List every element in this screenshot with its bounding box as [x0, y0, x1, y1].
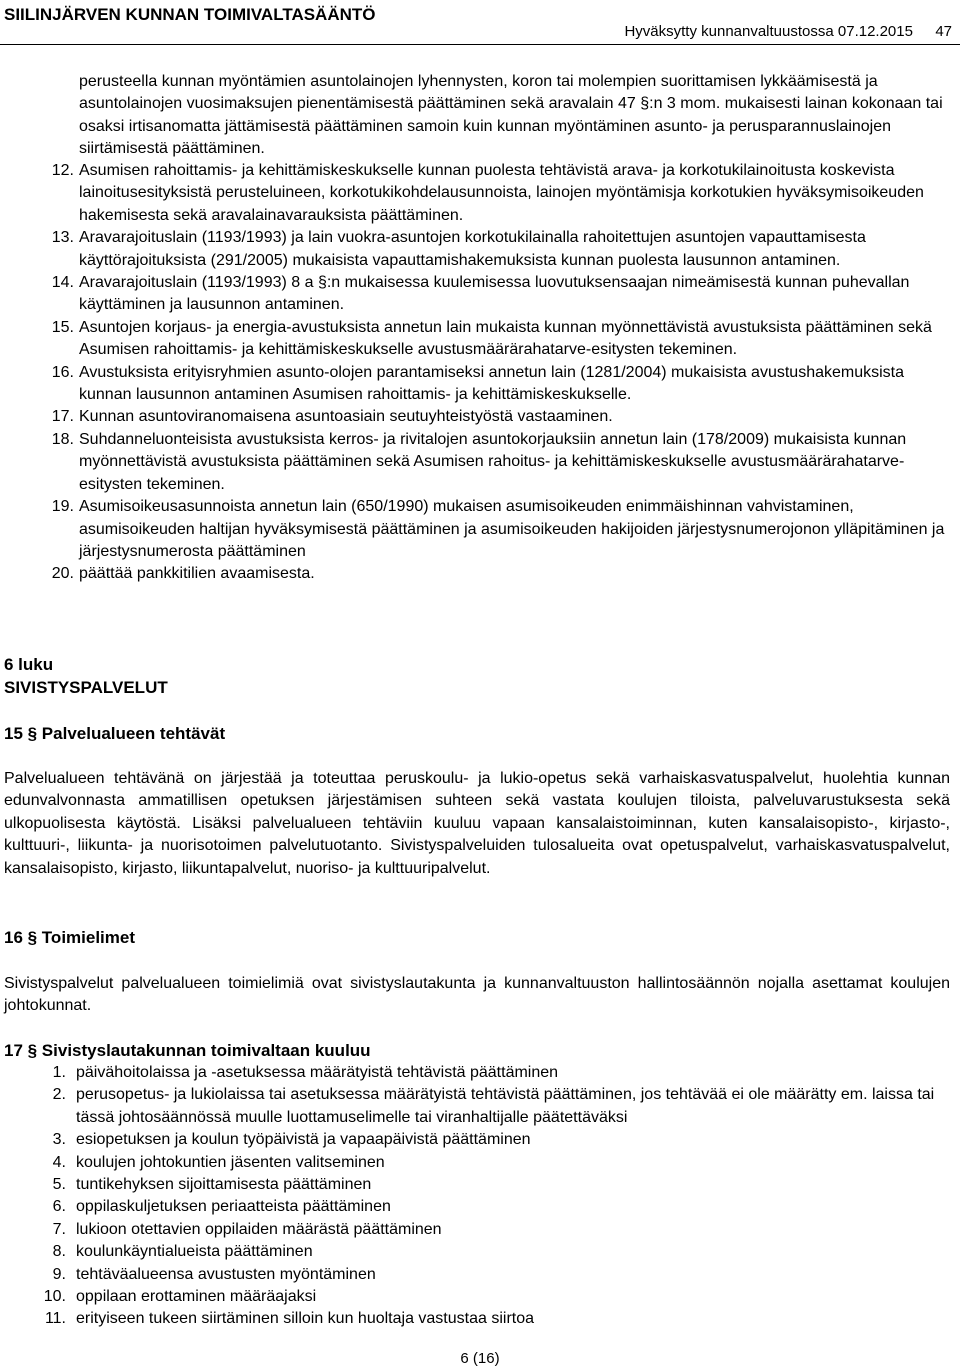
- list-item-number: 19.: [51, 498, 74, 516]
- section-15-text: Palvelualueen tehtävänä on järjestää ja toteuttaa peruskoulu- ja lukio-opetus sekä varhaiskasvatuspalvelut, huolehtia kunnan edunvalvonnasta ammatillisen opetuksen järjestämisen suhteen sekä vastata koulujen tiloista, palveluvarustuksesta sekä ulkopuolisesta käytöstä. Lisäksi palvelualueen tehtäviin kuuluu vapaan kansalaistoiminnan, kuten kansalaisopisto-, kirjasto-, kulttuuri-, liikunta- ja nuorisotoimen palvelutuotanto. Sivistyspalveluiden tulosalueita ovat opetuspalvelut, varhaiskasvatuspalvelut, kansalaisopisto, kirjasto, liikuntapalvelut, nuoriso- ja kulttuuripalvelut.: [4, 770, 950, 877]
- list-item-text: Asumisoikeusasunnoista annetun lain (650/1990) mukaisen asumisoikeuden enimmäishinnan vahvistaminen, asumisoikeuden haltijan hyväksymisestä päättäminen ja asumisoikeuden hakijoiden järjestysnumerojonon ylläpitäminen ja järjestysnumerosta päättäminen: [79, 498, 945, 560]
- list-item-text: koulunkäyntialueista päättäminen: [76, 1243, 313, 1261]
- list-item: [4, 1196, 950, 1218]
- list-item-text: päättää pankkitilien avaamisesta.: [79, 565, 315, 583]
- list-item-text: koulujen johtokuntien jäsenten valitseminen: [76, 1153, 385, 1171]
- list-item: [38, 227, 955, 272]
- section-17-heading: 17 § Sivistyslautakunnan toimivaltaan kuuluu: [4, 1041, 371, 1060]
- list-item: [38, 406, 955, 428]
- list-item: [4, 1084, 950, 1129]
- approval-info: [624, 23, 952, 40]
- list-item-number: 10.: [43, 1288, 66, 1306]
- chapter-title: SIVISTYSPALVELUT: [4, 678, 168, 697]
- list-item-number: 20.: [51, 565, 74, 583]
- list-item: [4, 1152, 950, 1174]
- continuation-paragraph: perusteella kunnan myöntämien asuntolainojen lyhennysten, koron tai molempien suorittamisen lykkäämisestä ja asuntolainojen vuosimaksujen pienentämisestä päättäminen sekä aravalain 47 §:n 3 mom. mukaisesti lainan kokonaan tai osaksi irtisanomatta jättämisestä päättäminen samoin kuin kunnan myöntäminen asunto- ja perusparannuslainojen siirtämisestä päättäminen.: [79, 73, 943, 158]
- list-item-number: 4.: [52, 1153, 66, 1171]
- list-item-number: 7.: [52, 1220, 66, 1238]
- numbered-list: [38, 160, 955, 586]
- list-item-number: 14.: [51, 274, 74, 292]
- approval-date: Hyväksytty kunnanvaltuustossa 07.12.2015: [624, 23, 913, 40]
- section-16-text: Sivistyspalvelut palvelualueen toimielimiä ovat sivistyslautakunta ja kunnanvaltuuston hallintosäännön nojalla asettamat koulujen johtokunnat.: [4, 975, 950, 1015]
- chapter-heading: [4, 653, 168, 699]
- list-item-text: Asumisen rahoittamis- ja kehittämiskeskukselle kunnan puolesta tehtävistä arava- ja korkotukilainoitusta koskevista lainoitusesityksistä perusteluineen, korkotukikohdelausunnoista, lainojen myöntämisja korkotukien hyväksymisoikeuden hakemisesta sekä aravalainavarauksista päättäminen.: [79, 162, 924, 224]
- list-item: [38, 160, 955, 227]
- section-17-list: [4, 1062, 950, 1331]
- list-item: [4, 1062, 950, 1084]
- list-item: [4, 1219, 950, 1241]
- list-item-text: tuntikehyksen sijoittamisesta päättäminen: [76, 1176, 372, 1194]
- list-item-number: 16.: [51, 363, 74, 381]
- list-item: [4, 1286, 950, 1308]
- list-item-text: Aravarajoituslain (1193/1993) ja lain vuokra-asuntojen korkotukilainalla rahoitettujen asuntojen vapauttamisesta käyttörajoituksista (291/2005) mukaisista vapauttamishakemuksista kunnan puolesta lausunnon antaminen.: [79, 229, 866, 269]
- list-item-number: 6.: [52, 1198, 66, 1216]
- list-item-number: 3.: [52, 1131, 66, 1149]
- list-item: [38, 429, 955, 496]
- chapter-number: 6 luku: [4, 655, 54, 674]
- document-title: SIILINJÄRVEN KUNNAN TOIMIVALTASÄÄNTÖ: [4, 5, 376, 24]
- list-item-number: 11.: [44, 1310, 66, 1328]
- list-item-number: 15.: [51, 318, 74, 336]
- list-item-text: Suhdanneluonteisista avustuksista kerros- ja rivitalojen asuntokorjauksiin annetun lain (178/2009) mukaisista kunnan myönnettävistä avustuksista päättäminen sekä Asumisen rahoitus- ja kehittämiskeskukselle avustusmäärärahatarve-esitysten tekeminen.: [79, 430, 907, 493]
- list-item: [38, 362, 955, 407]
- header-divider: [0, 44, 960, 45]
- list-item-number: 9.: [52, 1265, 66, 1283]
- list-item-number: 2.: [52, 1086, 66, 1104]
- list-item-text: Kunnan asuntoviranomaisena asuntoasiain seutuyhteistyöstä vastaaminen.: [79, 408, 613, 426]
- list-item-number: 5.: [52, 1176, 66, 1194]
- list-item-number: 13.: [51, 229, 74, 247]
- list-item-number: 8.: [52, 1243, 66, 1261]
- list-item: [4, 1241, 950, 1263]
- list-item-text: Aravarajoituslain (1193/1993) 8 a §:n mukaisessa kuulemisessa luovutuksensaajan nimeämisestä kunnan puhevallan käyttäminen ja lausunnon antaminen.: [79, 274, 910, 314]
- list-item: [4, 1174, 950, 1196]
- list-item-number: 17.: [51, 408, 74, 426]
- list-item-number: 12.: [51, 162, 74, 179]
- section-15-heading: 15 § Palvelualueen tehtävät: [4, 724, 226, 743]
- list-item-number: 1.: [52, 1064, 66, 1081]
- page-header: [0, 0, 960, 46]
- list-item-text: tehtäväalueensa avustusten myöntäminen: [76, 1265, 376, 1283]
- list-item: [4, 1264, 950, 1286]
- list-item: [38, 272, 955, 317]
- list-item: [38, 496, 955, 563]
- page-number: 47: [935, 23, 952, 40]
- list-item: [38, 563, 955, 585]
- list-item-text: Asuntojen korjaus- ja energia-avustuksista annetun lain mukaista kunnan myönnettävistä avustuksista päättäminen sekä Asumisen rahoittamis- ja kehittämiskeskukselle avustusmäärärahatarve-esitysten tekeminen.: [79, 318, 932, 359]
- list-item: [4, 1308, 950, 1330]
- list-item: [38, 317, 955, 362]
- list-item-text: esiopetuksen ja koulun työpäivistä ja vapaapäivistä päättäminen: [76, 1131, 531, 1149]
- list-item-text: erityiseen tukeen siirtäminen silloin kun huoltaja vastustaa siirtoa: [76, 1310, 535, 1328]
- list-item-text: perusopetus- ja lukiolaissa tai asetuksessa määrätyistä tehtävistä päättäminen, jos tehtävää ei ole määrätty em. laissa tai tässä johtosäännössä muulle luottamuselimelle tai viranhaltijalle päätettäväksi: [76, 1086, 935, 1126]
- list-item: [4, 1129, 950, 1151]
- list-item-text: oppilaan erottaminen määräajaksi: [76, 1288, 317, 1306]
- page-footer: 6 (16): [460, 1350, 500, 1367]
- list-item-text: lukioon otettavien oppilaiden määrästä päättäminen: [76, 1220, 442, 1238]
- list-item-text: oppilaskuljetuksen periaatteista päättäminen: [76, 1198, 391, 1216]
- section-16-heading: 16 § Toimielimet: [4, 928, 136, 947]
- list-item-text: päivähoitolaissa ja -asetuksessa määrätyistä tehtävistä päättäminen: [76, 1064, 559, 1081]
- list-item-text: Avustuksista erityisryhmien asunto-olojen parantamiseksi annetun lain (1281/2004) mukaisista avustushakemuksista kunnan lausunnon antaminen Asumisen rahoittamis- ja kehittämiskeskukselle.: [79, 363, 905, 404]
- list-item-number: 18.: [51, 430, 74, 448]
